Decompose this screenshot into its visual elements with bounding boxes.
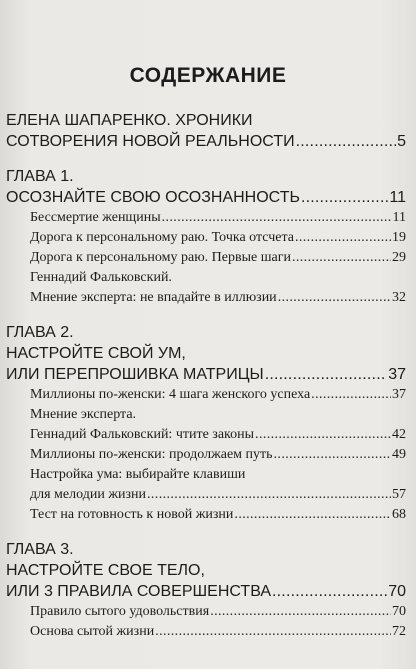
toc-intro-line1: ЕЛЕНА ШАПАРЕНКО. ХРОНИКИ: [6, 112, 253, 129]
dot-leader: [147, 485, 391, 505]
toc-item-title: Основа сытой жизни: [30, 624, 155, 639]
toc-intro-line2: СОТВОРЕНИЯ НОВОЙ РЕАЛЬНОСТИ: [6, 133, 295, 150]
toc-item: [6, 248, 406, 268]
dot-leader: [296, 131, 396, 152]
dot-leader: [210, 602, 391, 622]
toc-item-title: Миллионы по-женски: продолжаем путь: [30, 447, 273, 462]
toc-item: [6, 425, 406, 445]
page-number: 68: [392, 507, 406, 522]
dot-leader: [278, 288, 391, 308]
toc-item-title: Правило сытого удовольствия: [30, 604, 210, 619]
toc-item-title: Бессмертие женщины: [30, 210, 161, 225]
page-number: 29: [392, 250, 406, 265]
chapter-2-title-line1: НАСТРОЙТЕ СВОЙ УМ,: [6, 345, 186, 362]
chapter-1-label: ГЛАВА 1.: [6, 168, 74, 185]
toc-item: [6, 288, 406, 308]
page-number: 37: [392, 387, 406, 402]
dot-leader: [292, 248, 391, 268]
toc-item-line1: Геннадий Фальковский.: [30, 270, 172, 285]
toc-item-line1: Мнение эксперта.: [30, 407, 137, 422]
page-number: 42: [392, 427, 406, 442]
toc-item-title: Миллионы по-женски: 4 шага женского успеха: [30, 387, 311, 402]
dot-leader: [311, 385, 391, 405]
toc-item-title: Дорога к персональному раю. Точка отсчета: [30, 230, 294, 245]
dot-leader: [255, 425, 391, 445]
page-number: 11: [389, 189, 406, 206]
toc-item-line1: Настройка ума: выбирайте клавиши: [30, 467, 246, 482]
dot-leader: [274, 445, 391, 465]
chapter-2-label: ГЛАВА 2.: [6, 324, 74, 341]
chapter-3-title-line2: ИЛИ 3 ПРАВИЛА СОВЕРШЕНСТВА: [6, 583, 272, 600]
toc-item: [6, 622, 406, 642]
toc-item: [6, 602, 406, 622]
dot-leader: [295, 228, 391, 248]
toc-item-title: Дорога к персональному раю. Первые шаги: [30, 250, 291, 265]
page-number: 19: [392, 230, 406, 245]
toc-item: [6, 505, 406, 525]
toc-item: [6, 485, 406, 505]
dot-leader: [155, 622, 391, 642]
chapter-3-entry: [6, 581, 406, 602]
chapter-2-entry: [6, 364, 406, 385]
chapter-1-entry: [6, 187, 406, 208]
dot-leader: [265, 364, 388, 385]
chapter-3-title-line1: НАСТРОЙТЕ СВОЕ ТЕЛО,: [6, 562, 205, 579]
page-number: 37: [388, 366, 406, 383]
page-title: СОДЕРЖАНИЕ: [129, 64, 287, 87]
toc-intro-entry: [6, 131, 406, 152]
dot-leader: [272, 581, 387, 602]
dot-leader: [234, 505, 391, 525]
chapter-2-title-line2: ИЛИ ПЕРЕПРОШИВКА МАТРИЦЫ: [6, 366, 264, 383]
toc-item: [6, 228, 406, 248]
dot-leader: [162, 208, 392, 228]
toc-item-title: для мелодии жизни: [30, 487, 146, 502]
chapter-3-label: ГЛАВА 3.: [6, 541, 74, 558]
page-number: 57: [392, 487, 406, 502]
page-number: 11: [392, 210, 406, 225]
toc-item: [6, 385, 406, 405]
page-number: 49: [392, 447, 406, 462]
toc-item-title: Тест на готовность к новой жизни: [30, 507, 234, 522]
page-number: 32: [392, 290, 406, 305]
page-number: 72: [392, 624, 406, 639]
table-of-contents: [6, 110, 406, 642]
toc-item: [6, 445, 406, 465]
dot-leader: [301, 187, 388, 208]
toc-item: [6, 208, 406, 228]
chapter-1-title: ОСОЗНАЙТЕ СВОЮ ОСОЗНАННОСТЬ: [6, 189, 300, 206]
page-number: 70: [392, 604, 406, 619]
page-number: 70: [388, 583, 406, 600]
page-number: 5: [397, 133, 406, 150]
toc-item-title: Мнение эксперта: не впадайте в иллюзии: [30, 290, 277, 305]
toc-item-title: Геннадий Фальковский: чтите законы: [30, 427, 255, 442]
